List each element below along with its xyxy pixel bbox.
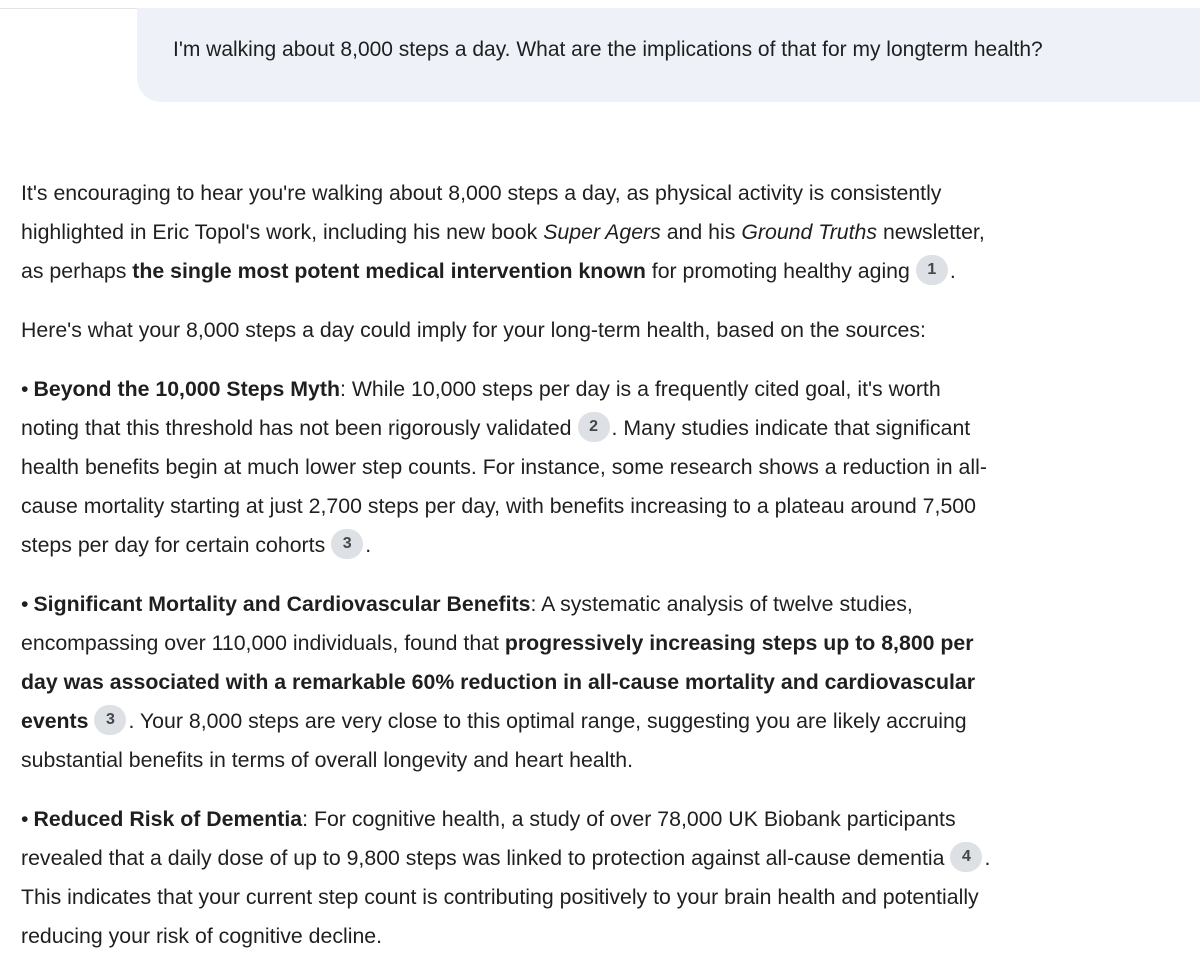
text-span: : A systematic analysis of twelve studies,	[530, 592, 913, 616]
bold-emphasis: events	[21, 709, 89, 733]
text-line	[21, 917, 1121, 956]
text-line	[21, 370, 1121, 409]
bold-emphasis: day was associated with a remarkable 60% reduction in all-cause mortality and cardiovascular	[21, 670, 976, 694]
text-span: Here's what your 8,000 steps a day could imply for your long-term health, based on the sources:	[21, 318, 926, 342]
bold-emphasis: the single most potent medical intervention known	[132, 259, 646, 283]
bullet-mortality-cardio	[21, 585, 1121, 780]
text-span: .	[365, 533, 372, 557]
citation-chip-3[interactable]: 3	[331, 529, 363, 559]
intro-paragraph	[21, 174, 1121, 291]
text-line	[21, 585, 1121, 624]
text-line	[21, 252, 1121, 291]
citation-chip-1[interactable]: 1	[916, 255, 948, 285]
text-line	[21, 487, 1121, 526]
text-span: .	[984, 846, 991, 870]
text-line	[21, 663, 1121, 702]
text-line	[21, 839, 1121, 878]
citation-chip-2[interactable]: 2	[578, 412, 610, 442]
citation-chip-4[interactable]: 4	[950, 842, 982, 872]
bullet-dementia	[21, 800, 1121, 956]
text-span: .	[949, 259, 956, 283]
text-line	[21, 526, 1121, 565]
text-span: This indicates that your current step count is contributing positively to your brain health and potentially	[21, 885, 979, 909]
bullet-title: Beyond the 10,000 Steps Myth	[33, 377, 340, 401]
newsletter-title: Ground Truths	[741, 220, 878, 244]
text-span: steps per day for certain cohorts	[21, 533, 326, 557]
text-span: and his	[660, 220, 742, 244]
text-span: revealed that a daily dose of up to 9,800 steps was linked to protection against all-cause dementia	[21, 846, 945, 870]
text-line	[21, 624, 1121, 663]
text-span: as perhaps	[21, 259, 133, 283]
citation-chip-3[interactable]: 3	[94, 705, 126, 735]
text-line	[21, 878, 1121, 917]
text-span: : While 10,000 steps per day is a frequently cited goal, it's worth	[340, 377, 941, 401]
user-message-bubble	[137, 8, 1200, 102]
text-line	[21, 702, 1121, 741]
text-span: encompassing over 110,000 individuals, found that	[21, 631, 505, 655]
bullet-dot: •	[21, 377, 29, 401]
text-span: It's encouraging to hear you're walking about 8,000 steps a day, as physical activity is consistently	[21, 181, 942, 205]
text-line	[21, 311, 1121, 350]
text-span: cause mortality starting at just 2,700 steps per day, with benefits increasing to a plateau around 7,500	[21, 494, 976, 518]
text-line	[21, 800, 1121, 839]
lead-in-paragraph	[21, 311, 1121, 350]
bullet-title: Significant Mortality and Cardiovascular Benefits	[33, 592, 531, 616]
book-title: Super Agers	[543, 220, 661, 244]
text-span: . Many studies indicate that significant	[611, 416, 971, 440]
bullet-title: Reduced Risk of Dementia	[33, 807, 303, 831]
assistant-response	[21, 174, 1121, 976]
text-span: health benefits begin at much lower step counts. For instance, some research shows a reduction in all-	[21, 455, 987, 479]
text-line	[21, 213, 1121, 252]
text-span: substantial benefits in terms of overall longevity and heart health.	[21, 748, 634, 772]
bullet-steps-myth	[21, 370, 1121, 565]
bullet-dot: •	[21, 592, 29, 616]
text-line	[21, 174, 1121, 213]
text-span: highlighted in Eric Topol's work, including his new book	[21, 220, 544, 244]
text-line	[21, 741, 1121, 780]
text-span: for promoting healthy aging	[645, 259, 910, 283]
text-line	[21, 448, 1121, 487]
text-span: noting that this threshold has not been rigorously validated	[21, 416, 572, 440]
text-span: . Your 8,000 steps are very close to this optimal range, suggesting you are likely accruing	[128, 709, 967, 733]
text-span: : For cognitive health, a study of over 78,000 UK Biobank participants	[302, 807, 956, 831]
bold-emphasis: progressively increasing steps up to 8,800 per	[504, 631, 974, 655]
text-line	[21, 409, 1121, 448]
bullet-dot: •	[21, 807, 29, 831]
text-span: newsletter,	[877, 220, 985, 244]
user-message-text: I'm walking about 8,000 steps a day. What are the implications of that for my longterm health?	[173, 38, 1043, 61]
text-span: reducing your risk of cognitive decline.	[21, 924, 383, 948]
